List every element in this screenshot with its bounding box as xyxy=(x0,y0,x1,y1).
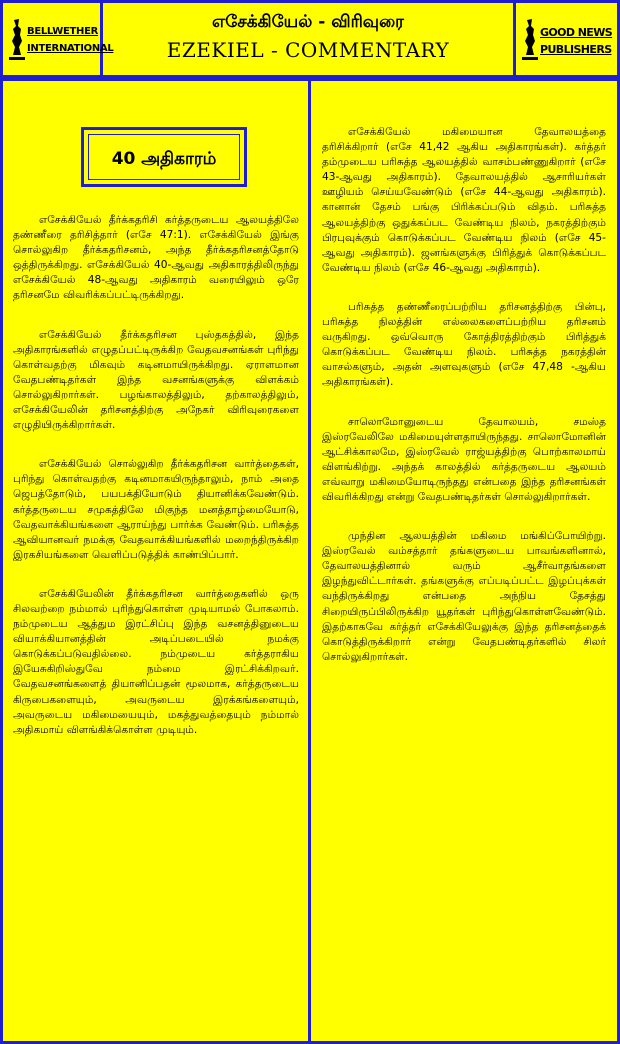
bellwether-logo xyxy=(3,3,114,75)
right-column xyxy=(311,78,620,1044)
page-header xyxy=(0,0,620,78)
chapter-heading: 40 அதிகாரம் xyxy=(111,149,217,169)
paragraph: எசேக்கியேல் சொல்லுகிற தீர்க்கதரிசன வார்த்தைகள், புரிந்து கொள்வதற்கு கடினமாகயிருந்தாலும், நாம் அதை ஜெபத்தோடும், பயபக்தியோடும் தியானிக்கவேண்டும். கர்த்தருடைய சமுகத்திலே மிகுந்த மனத்தாழ்மையோடு, வேதவாக்கியங்களை ஆராய்ந்து பார்க்க வேண்டும். பரிசுத்த ஆவியானவர் நமக்கு வேதவாக்கியங்களில் மறைந்திருக்கிற இரகசியங்களை வெளிப்படுத்திக் காண்பிப்பார். xyxy=(13,458,299,561)
paragraph: பரிசுத்த தண்ணீரைப்பற்றிய தரிசனத்திற்கு பின்பு, பரிசுத்த நிலத்தின் எல்லைகளைப்பற்றிய தரிசனம் வருகிறது. ஒவ்வொரு கோத்திரத்திற்கும் பிரித்துக் கொடுக்கப்பட வேண்டிய நிலம். பரிசுத்த நகரத்தின் வாசல்களும், அதன் அளவுகளும் (எசே 47,48 -ஆகிய அதிகாரங்கள்). xyxy=(322,300,606,389)
paragraph: எசேக்கியேல் தீர்க்கதரிசன புஸ்தகத்தில், இந்த அதிகாரங்களில் எழுதப்பட்டிருக்கிற வேதவசனங்கள் புரிந்து கொள்வதற்கு மிகவும் கடினமாயிருக்கிறது. ஏராளமான வேதபண்டிதர்கள் இந்த வசனங்களுக்கு விளக்கம் சொல்லுகிறார்கள். பழங்காலத்திலும், தற்காலத்திலும், எசேக்கியேலின் தரிசனத்திற்கு அநேகர் விரிவுரைகளை எழுதியிருக்கிறார்கள். xyxy=(13,328,299,432)
left-column xyxy=(0,78,311,1044)
paragraph: எசேக்கியேல் மகிமையான தேவாலயத்தை தரிசிக்கிறார் (எசே 41,42 ஆகிய அதிகாரங்கள்). கர்த்தர் தம்முடைய பரிசுத்த ஆலயத்தில் வாசம்பண்ணுகிறார் (எசே 43-ஆவது அதிகாரம்). தேவாலயத்தில் ஆசாரியர்கள் ஊழியம் செய்யவேண்டும் (எசே 44-ஆவது அதிகாரம்). கானான் தேசம் பங்கு பிரிக்கப்படும் விதம். பரிசுத்த ஆலயத்திற்கு ஒதுக்கப்பட வேண்டிய நிலம், நகரத்திற்கும் பிரபுவுக்கும் கொடுக்கப்பட வேண்டிய நிலம் (எசே 45-ஆவது அதிகாரம்). ஜனங்களுக்கு பிரித்துக் கொடுக்கப்பட வேண்டிய நிலம் (எசே 46-ஆவது அதிகாரம்). xyxy=(322,126,606,274)
paragraph: முந்தின ஆலயத்தின் மகிமை மங்கிப்போயிற்று. இஸ்ரவேல் வம்சத்தார் தங்களுடைய பாவங்களினால், தேவாலயத்தினால் வரும் ஆசீர்வாதங்களை இழந்துவிட்டார்கள். தங்களுக்கு எப்படிப்பட்ட இழப்புக்கள் வந்திருக்கிறது என்பதை அந்நிய தேசத்து சிறையிருப்பிலிருக்கிற யூதர்கள் புரிந்துகொள்ளவேண்டும். இதற்காகவே கர்த்தர் எசேக்கியேலுக்கு இந்த தரிசனத்தைக் கொடுத்திருக்கிறார் என்று வேதபண்டிதர்களில் சிலர் சொல்லுகிறார்கள். xyxy=(322,530,606,663)
good-news-mark-icon xyxy=(522,17,538,61)
title-tamil: எசேக்கியேல் - விரிவுரை xyxy=(212,12,404,32)
logo-line-2: PUBLISHERS xyxy=(540,43,612,56)
left-column-text xyxy=(13,213,299,738)
paragraph: சாலொமோனுடைய தேவாலயம், சமஸ்த இஸ்ரவேலிலே மகிமையுள்ளதாயிருந்தது. சாலொமோனின் ஆட்சிக்காலமே, இஸ்ரவேல் ராஜ்யத்திற்கு பொற்காலமாய் விளங்கிற்று. அந்தக் காலத்தில் கர்த்தருடைய ஆலயம் எவ்வாறு மகிமையோடிருந்தது என்பதை இந்த தரிசனங்கள் விவரிக்கிறது என்று வேதபண்டிதர்கள் சொல்லுகிறார்கள். xyxy=(322,415,606,503)
paragraph: எசேக்கியேல் தீர்க்கதரிசி கர்த்தருடைய ஆலயத்திலே தண்ணீரை தரிசித்தார் (எசே 47:1). எசேக்கியேல் இங்கு சொல்லுகிற தீர்க்கதரிசனம், அந்த தீர்க்கதரிசனத்தோடு ஒத்திருக்கிறது. எசேக்கியேல் 40-ஆவது அதிகாரத்திலிருந்து எசேக்கியேல் 48-ஆவது அதிகாரம் வரையிலும் ஒரே தரிசனமே விவரிக்கப்பட்டிருக்கிறது. xyxy=(13,214,299,302)
paragraph: எசேக்கியேலின் தீர்க்கதரிசன வார்த்தைகளில் ஒரு சிலவற்றை நம்மால் புரிந்துகொள்ள முடியாமல் போகலாம். நம்முடைய ஆத்தும இரட்சிப்பு இந்த வசனத்தினுடைய வியாக்கியானத்தின் அடிப்படையில் நமக்கு கொடுக்கப்படுவதில்லை. நம்முடைய கர்த்தராகிய இயேசுகிறிஸ்துவே நம்மை இரட்சிக்கிறவர். வேதவசனங்களைத் தியானிப்பதன் மூலமாக, கர்த்தருடைய கிருபைகளையும், அவருடைய இரக்கங்களையும், அவருடைய மகிமையையும், மகத்துவத்தையும் நம்மால் அதிகமாய் விளங்கிக்கொள்ள முடியும். xyxy=(13,587,299,736)
bellwether-mark-icon xyxy=(9,17,25,61)
chapter-box xyxy=(81,127,247,187)
title-english: EZEKIEL - COMMENTARY xyxy=(166,38,450,62)
logo-line-1: BELLWETHER xyxy=(27,26,99,37)
logo-line-1: GOOD NEWS xyxy=(540,26,613,39)
logo-line-2: INTERNATIONAL xyxy=(27,43,114,54)
right-column-text xyxy=(322,125,606,665)
title-area xyxy=(103,3,513,75)
good-news-logo xyxy=(513,3,617,75)
